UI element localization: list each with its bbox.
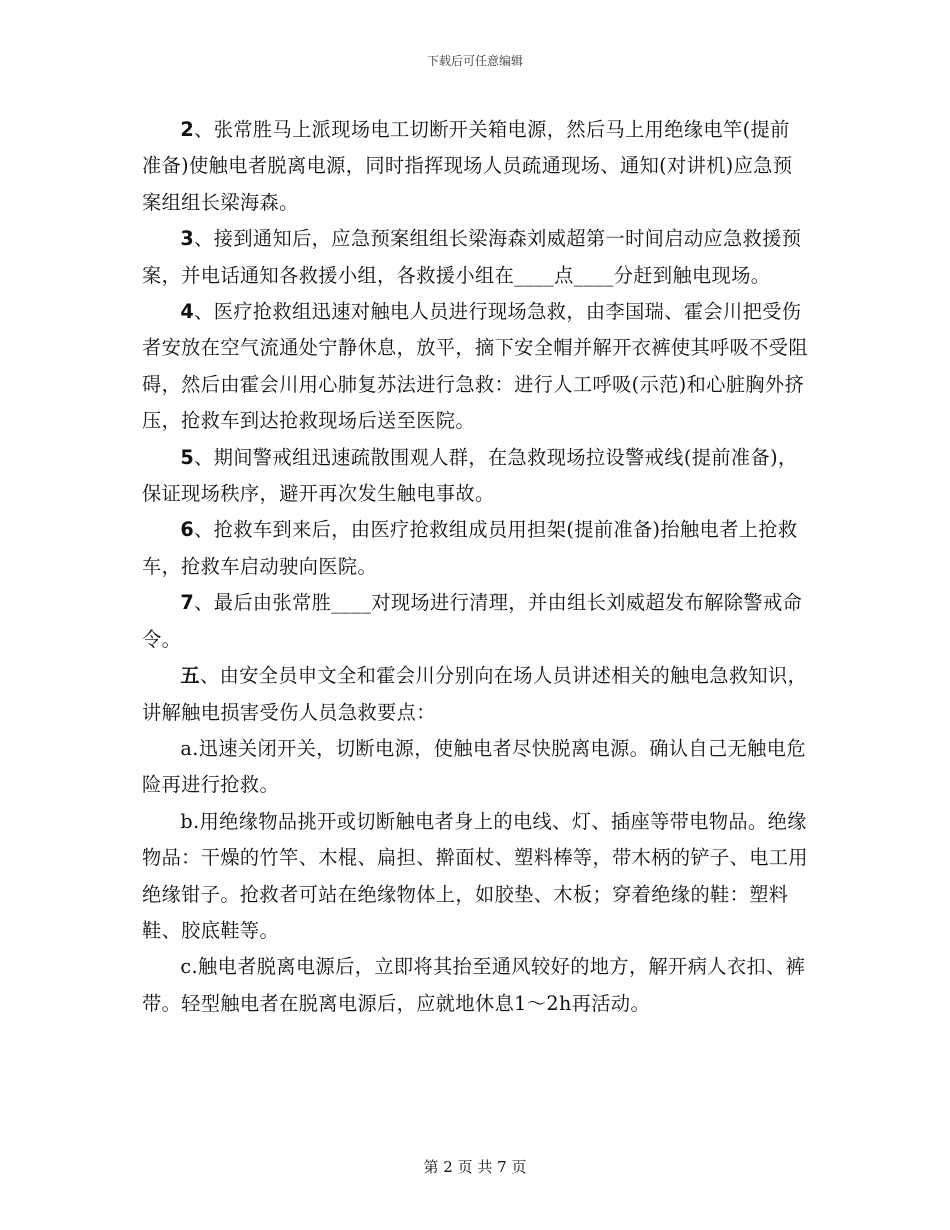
section-number: 五 [180, 664, 200, 688]
paragraph-step-2 [142, 112, 808, 221]
step-number: 3 [180, 227, 195, 251]
paragraph-text: 、张常胜马上派现场电工切断开关箱电源，然后马上用绝缘电竿(提前准备)使触电者脱离电源，同时指挥现场人员疏通现场、通知(对讲机)应急预案组组长梁海森。 [142, 118, 793, 214]
paragraph-text: b.用绝缘物品挑开或切断触电者身上的电线、灯、插座等带电物品。绝缘物品：干燥的竹竿、木棍、扁担、擀面杖、塑料棒等，带木柄的铲子、电工用绝缘钳子。抢救者可站在绝缘物体上，如胶垫、木板；穿着绝缘的鞋：塑料鞋、胶底鞋等。 [142, 809, 808, 942]
paragraph-step-5 [142, 440, 808, 513]
paragraph-step-7 [142, 585, 808, 658]
paragraph-point-b [142, 804, 808, 950]
step-number: 5 [180, 445, 195, 469]
paragraph-point-a [142, 731, 808, 804]
paragraph-step-6 [142, 512, 808, 585]
paragraph-section-5 [142, 658, 808, 731]
page-footer: 第 2 页 共 7 页 [423, 1158, 527, 1176]
step-number: 6 [180, 518, 195, 542]
paragraph-text: 、抢救车到来后，由医疗抢救组成员用担架(提前准备)抬触电者上抢救车，抢救车启动驶向医院。 [142, 518, 798, 578]
paragraph-step-3 [142, 221, 808, 294]
paragraph-text: 、最后由张常胜____对现场进行清理，并由组长刘威超发布解除警戒命令。 [142, 591, 803, 651]
page-header: 下载后可任意编辑 [426, 54, 523, 68]
step-number: 4 [180, 300, 195, 324]
step-number: 2 [180, 118, 195, 141]
paragraph-text: a.迅速关闭开关，切断电源，使触电者尽快脱离电源。确认自己无触电危险再进行抢救。 [142, 736, 806, 797]
paragraph-point-c [142, 949, 808, 1022]
paragraph-text: 、接到通知后，应急预案组组长梁海森刘威超第一时间启动应急救援预案，并电话通知各救援小组，各救援小组在____点____分赶到触电现场。 [142, 227, 802, 287]
paragraph-text: 、由安全员申文全和霍会川分别向在场人员讲述相关的触电急救知识，讲解触电损害受伤人员急救要点： [142, 664, 808, 724]
paragraph-step-4 [142, 294, 808, 440]
step-number: 7 [180, 591, 195, 615]
paragraph-text: c.触电者脱离电源后，立即将其抬至通风较好的地方，解开病人衣扣、裤带。轻型触电者在脱离电源后，应就地休息1～2h再活动。 [142, 955, 806, 1015]
document-body [142, 112, 808, 1022]
paragraph-text: 、医疗抢救组迅速对触电人员进行现场急救，由李国瑞、霍会川把受伤者安放在空气流通处宁静休息，放平，摘下安全帽并解开衣裤使其呼吸不受阻碍，然后由霍会川用心肺复苏法进行急救：进行人工呼吸(示范)和心脏胸外挤压，抢救车到达抢救现场后送至医院。 [142, 300, 808, 433]
paragraph-text: 、期间警戒组迅速疏散围观人群，在急救现场拉设警戒线(提前准备)，保证现场秩序，避开再次发生触电事故。 [142, 445, 798, 506]
